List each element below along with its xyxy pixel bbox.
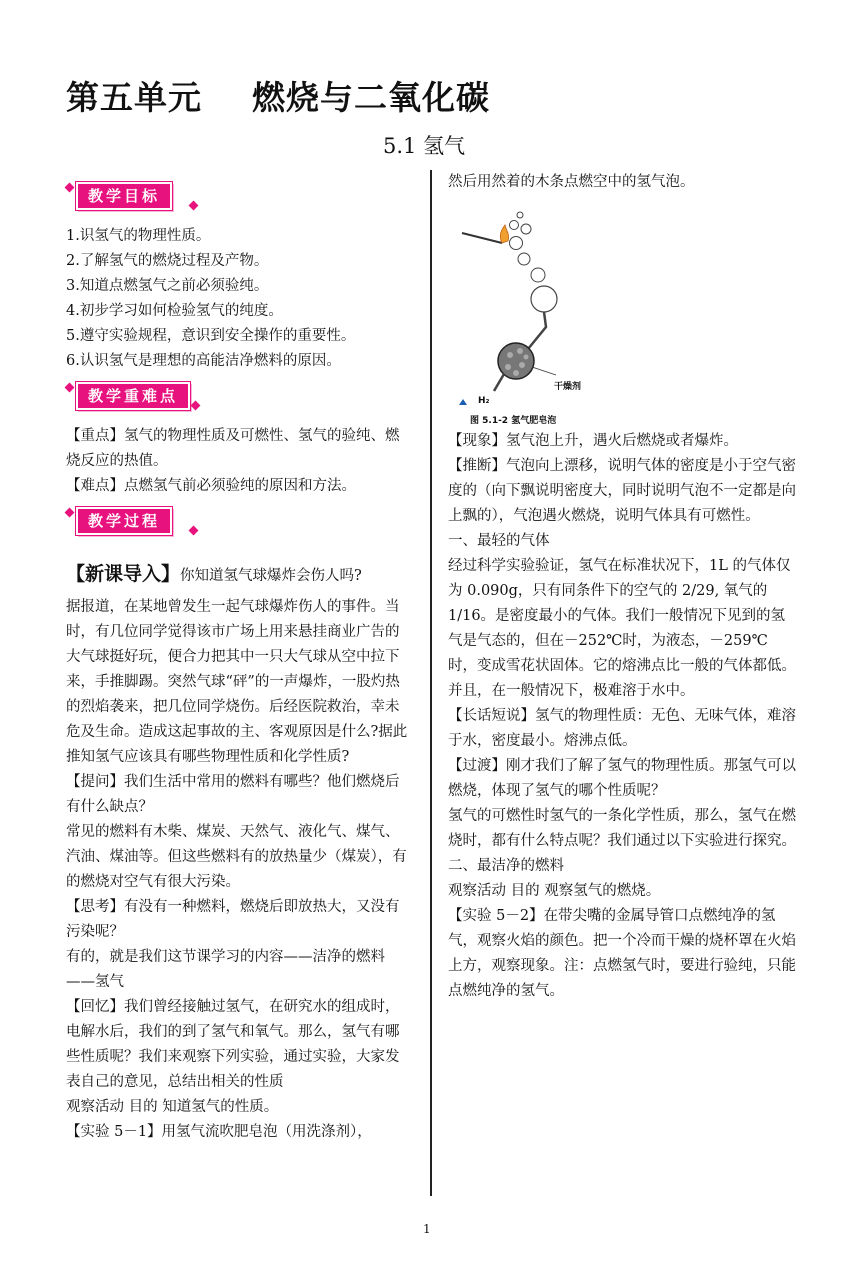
diamond-icon (189, 526, 199, 536)
goal-item: 3.知道点燃氢气之前必须验纯。 (66, 278, 269, 294)
paragraph: 观察活动 目的 观察氢气的燃烧。 (448, 883, 661, 899)
badge-goals-label: 教学目标 (76, 182, 172, 210)
paragraph: 【实验 5－1】用氢气流吹肥皂泡（用洗涤剂）， (66, 1124, 372, 1140)
paragraph: 氢气的可燃性时氢气的一条化学性质，那么，氢气在燃烧时，都有什么特点呢？我们通过以下实验进行探究。 (448, 808, 796, 849)
paragraph: 据报道，在某地曾发生一起气球爆炸伤人的事件。当时，有几位同学觉得该市广场上用来悬挂商业广告的大气球挺好玩，便合力把其中一只大气球从空中拉下来，手推脚踢。突然气球“砰”的一声爆炸，一股灼热的烈焰袭来，把几位同学烧伤。后经医院救治，幸未危及生命。造成这起事故的主、客观原因是什么?据此推知氢气应该具有哪些物理性质和化学性质? (66, 599, 408, 765)
figure-caption: 图 5.1-2 氢气肥皂泡 (470, 416, 557, 426)
right-column (448, 170, 796, 1004)
heading: 二、最洁净的燃料 (448, 858, 564, 874)
badge-key-points (66, 378, 412, 412)
diamond-icon (189, 201, 199, 211)
diamond-icon (65, 508, 75, 518)
badge-key-points-label: 教学重难点 (76, 382, 190, 410)
paragraph: 观察活动 目的 知道氢气的性质。 (66, 1099, 279, 1115)
goal-item: 6.认识氢气是理想的高能洁净燃料的原因。 (66, 353, 341, 369)
intro-label: 【新课导入】 (66, 563, 181, 585)
paragraph: 【过渡】刚才我们了解了氢气的物理性质。那氢气可以燃烧，体现了氢气的哪个性质呢？ (448, 758, 796, 799)
paragraph: 【提问】我们生活中常用的燃料有哪些？他们燃烧后有什么缺点？ (66, 774, 400, 815)
left-column (66, 178, 412, 1145)
paragraph: 常见的燃料有木柴、煤炭、天然气、液化气、煤气、汽油、煤油等。但这些燃料有的放热量少（煤炭），有的燃烧对空气有很大污染。 (66, 824, 407, 890)
label-desiccant: 干燥剂 (554, 382, 582, 392)
paragraph: 经过科学实验验证，氢气在标准状况下，1L 的气体仅为 0.090g，只有同条件下的空气的 2/29, 氧气的 1/16。是密度最小的气体。我们一般情况下见到的氢气是气态的，但在－252℃时，为液态，－259℃时，变成雪花状固体。它的熔沸点比一般的气体都低。并且，在一般情况下，极难溶于水中。 (448, 558, 796, 699)
paragraph: 【推断】气泡向上漂移，说明气体的密度是小于空气密度的（向下飘说明密度大，同时说明气泡不一定都是向上飘的），气泡遇火燃烧，说明气体具有可燃性。 (448, 458, 796, 524)
goal-item: 4.初步学习如何检验氢气的纯度。 (66, 303, 283, 319)
paragraph: 然后用然着的木条点燃空中的氢气泡。 (448, 174, 695, 190)
diamond-icon (65, 183, 75, 193)
goal-item: 2.了解氢气的燃烧过程及产物。 (66, 253, 269, 269)
unit-title: 第五单元 燃烧与二氧化碳 (66, 78, 490, 117)
paragraph: 【实验 5－2】在带尖嘴的金属导管口点燃纯净的氢气，观察火焰的颜色。把一个冷而干燥的烧杯罩在火焰上方，观察现象。注：点燃氢气时，要进行验纯，只能点燃纯净的氢气。 (448, 908, 796, 999)
page-number: 1 (423, 1222, 431, 1236)
difficult-point: 【难点】点燃氢气前必须验纯的原因和方法。 (66, 478, 356, 494)
intro-question: 你知道氢气球爆炸会伤人吗? (180, 568, 362, 584)
paragraph: 【长话短说】氢气的物理性质：无色、无味气体，难溶于水，密度最小。熔沸点低。 (448, 708, 796, 749)
paragraph: 【现象】氢气泡上升，遇火后燃烧或者爆炸。 (448, 433, 738, 449)
intro-line (66, 559, 412, 591)
column-divider (430, 170, 432, 1196)
badge-goals (66, 178, 412, 212)
paragraph: 【思考】有没有一种燃料，燃烧后即放热大，又没有污染呢？ (66, 899, 400, 940)
label-h2: H₂ (478, 396, 490, 406)
heading: 一、最轻的气体 (448, 533, 550, 549)
paragraph: 【回忆】我们曾经接触过氢气，在研究水的组成时，电解水后，我们的到了氢气和氧气。那么，氢气有哪些性质呢？我们来观察下列实验，通过实验，大家发表自己的意见，总结出相关的性质 (66, 999, 400, 1090)
key-point: 【重点】氢气的物理性质及可燃性、氢气的验纯、燃烧反应的热值。 (66, 428, 400, 469)
section-title: 5.1 氢气 (383, 134, 466, 158)
figure-soap-bubbles (458, 199, 588, 425)
diamond-icon (191, 401, 201, 411)
paragraph: 有的，就是我们这节课学习的内容——洁净的燃料——氢气 (66, 949, 385, 990)
badge-process-label: 教学过程 (76, 507, 172, 535)
diamond-icon (65, 383, 75, 393)
goal-item: 1.识氢气的物理性质。 (66, 228, 211, 244)
badge-process (66, 503, 412, 537)
goal-item: 5.遵守实验规程，意识到安全操作的重要性。 (66, 328, 356, 344)
